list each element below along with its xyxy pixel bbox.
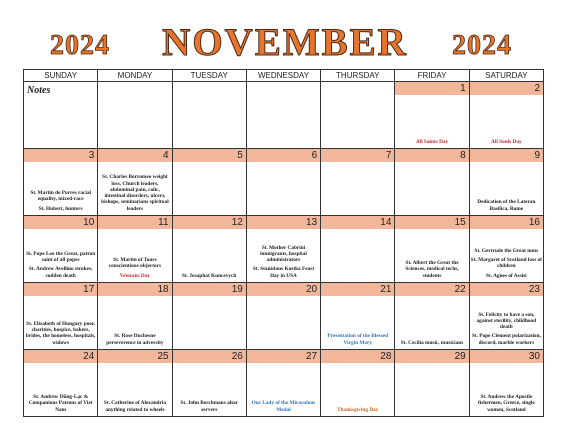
day-number: 22 — [395, 283, 468, 296]
day-cell-29 — [395, 350, 469, 417]
event-text: St. Andrew Dũng-Lạc & Companions Patrons of Viet Nam — [28, 394, 93, 413]
day-events — [396, 136, 467, 145]
day-cell-20 — [246, 283, 320, 350]
day-cell-15 — [395, 216, 469, 283]
day-number: 3 — [24, 149, 97, 162]
day-events — [248, 397, 319, 413]
week-row — [24, 350, 544, 417]
day-cell-30 — [469, 350, 543, 417]
event-text: Presentation of the Blessed Virgin Mary — [327, 333, 389, 346]
day-cell-2 — [469, 82, 543, 149]
weekday-header-row — [24, 70, 544, 82]
event-text: Thanksgiving Day — [337, 406, 379, 413]
event-text: St. Charles Borromeo weight loss, Church leaders, abdominal pain, colic, intestinal disorders, ulcers, bishops, seminarians spiritual leaders — [101, 174, 169, 212]
day-number: 17 — [24, 283, 97, 296]
day-number: 16 — [470, 216, 543, 229]
week-row — [24, 82, 544, 149]
day-events — [25, 318, 96, 346]
day-cell-18 — [98, 283, 172, 350]
day-number: 12 — [173, 216, 246, 229]
day-cell-4 — [98, 149, 172, 216]
day-cell-13 — [246, 216, 320, 283]
day-events — [25, 391, 96, 413]
day-cell-3 — [24, 149, 98, 216]
day-cell-21 — [321, 283, 395, 350]
day-events — [471, 309, 542, 346]
day-cell-10 — [24, 216, 98, 283]
day-number: 18 — [98, 283, 171, 296]
day-cell-16 — [469, 216, 543, 283]
day-cell-12 — [172, 216, 246, 283]
day-number: 9 — [470, 149, 543, 162]
day-number: 7 — [321, 149, 394, 162]
day-number: 29 — [395, 350, 468, 363]
event-text: St. Pope Leo the Great, patron saint of all popes — [26, 250, 96, 264]
calendar-header — [0, 0, 570, 70]
day-cell-26 — [172, 350, 246, 417]
year-left: 2024 — [50, 30, 110, 61]
day-events — [174, 270, 245, 279]
day-events — [322, 330, 393, 346]
event-text: St. Elizabeth of Hungary poor, charities, hospice, bakers, brides, the homeless, hospitals, widows — [25, 320, 96, 346]
year-right: 2024 — [452, 30, 512, 61]
day-number: 25 — [98, 350, 171, 363]
day-number: 13 — [247, 216, 320, 229]
event-text: St. Albert the Great the Sciences, medical techs, students — [405, 260, 459, 279]
day-cell-5 — [172, 149, 246, 216]
day-cell-23 — [469, 283, 543, 350]
day-cell-17 — [24, 283, 98, 350]
event-text: St. Stanislaus Kostka Feast Day in USA — [252, 266, 315, 279]
event-text: All Saints Day — [415, 138, 449, 145]
weekday-tuesday: TUESDAY — [172, 70, 246, 82]
day-number: 20 — [247, 283, 320, 296]
empty-day-cell — [98, 82, 172, 149]
week-row — [24, 149, 544, 216]
empty-day-cell — [172, 82, 246, 149]
day-number: 27 — [247, 350, 320, 363]
day-number: 2 — [470, 82, 543, 95]
day-cell-25 — [98, 350, 172, 417]
day-cell-6 — [246, 149, 320, 216]
event-text: St. Margaret of Scotland loss of children — [470, 257, 542, 270]
weekday-saturday: SATURDAY — [469, 70, 543, 82]
day-events — [25, 248, 96, 279]
day-cell-9 — [469, 149, 543, 216]
notes-label: Notes — [27, 85, 51, 96]
event-text: St. Martin de Porres racial equality, mixed-race — [30, 190, 91, 203]
day-events — [471, 245, 542, 279]
day-cell-24 — [24, 350, 98, 417]
day-number: 30 — [470, 350, 543, 363]
day-number: 5 — [173, 149, 246, 162]
day-events — [99, 330, 170, 346]
event-text: St. Rose Duchesne perseverence in adversity — [106, 333, 164, 346]
day-events — [322, 404, 393, 413]
day-cell-22 — [395, 283, 469, 350]
day-events — [25, 187, 96, 212]
day-events — [248, 242, 319, 279]
day-number: 1 — [395, 82, 468, 95]
day-cell-14 — [321, 216, 395, 283]
event-text: St. Andrew the Apostle fishermen, Greece, single women, Scotland — [478, 394, 535, 413]
day-number: 6 — [247, 149, 320, 162]
day-events — [174, 397, 245, 413]
day-number: 14 — [321, 216, 394, 229]
event-text: St. Cecilia music, musicians — [400, 339, 464, 346]
event-text: St. John Berchmans altar servers — [180, 400, 238, 413]
day-number: 8 — [395, 149, 468, 162]
day-events — [99, 171, 170, 212]
event-text: St. Agnes of Assisi — [486, 272, 527, 279]
event-text: St. Andrew Avellino strokes, sudden death — [28, 266, 93, 279]
week-row — [24, 216, 544, 283]
event-text: St. Hubert, hunters — [38, 205, 83, 212]
weekday-wednesday: WEDNESDAY — [246, 70, 320, 82]
event-text: St. Josaphat Kuncevych — [182, 272, 237, 279]
day-number: 21 — [321, 283, 394, 296]
event-text: Dedication of the Lateran Basilica, Rome — [477, 199, 536, 212]
day-number: 4 — [98, 149, 171, 162]
day-events — [471, 391, 542, 413]
week-row — [24, 283, 544, 350]
event-text: Our Lady of the Miraculous Medal — [251, 400, 316, 413]
day-number: 19 — [173, 283, 246, 296]
event-text: St. Gertrude the Great nuns — [474, 247, 539, 254]
weekday-monday: MONDAY — [98, 70, 172, 82]
weekday-friday: FRIDAY — [395, 70, 469, 82]
event-text: All Souls Day — [491, 138, 522, 145]
day-events — [99, 254, 170, 279]
event-text: Veterans Day — [119, 272, 151, 279]
day-number: 15 — [395, 216, 468, 229]
day-cell-1 — [395, 82, 469, 149]
day-events — [471, 196, 542, 212]
day-cell-7 — [321, 149, 395, 216]
day-events — [396, 257, 467, 279]
weekday-thursday: THURSDAY — [321, 70, 395, 82]
day-cell-27 — [246, 350, 320, 417]
day-events — [396, 337, 467, 346]
event-text: St. Mother Cabrini immigrants, hospital administrators — [260, 244, 307, 264]
event-text: St. Pope Clement polarization, discord, marble workers — [471, 333, 541, 346]
day-cell-28 — [321, 350, 395, 417]
day-number: 26 — [173, 350, 246, 363]
day-events — [471, 136, 542, 145]
day-number: 23 — [470, 283, 543, 296]
empty-day-cell — [246, 82, 320, 149]
day-cell-11 — [98, 216, 172, 283]
day-events — [99, 397, 170, 413]
day-number: 24 — [24, 350, 97, 363]
empty-day-cell — [24, 82, 98, 149]
day-number: 11 — [98, 216, 171, 229]
event-text: St. Martin of Tours conscientious objectors — [108, 257, 162, 270]
month-title: NOVEMBER — [162, 21, 408, 64]
empty-day-cell — [321, 82, 395, 149]
day-cell-19 — [172, 283, 246, 350]
day-cell-8 — [395, 149, 469, 216]
day-number: 28 — [321, 350, 394, 363]
event-text: St. Catherine of Alexandria anything related to wheels — [103, 400, 166, 413]
weekday-sunday: SUNDAY — [24, 70, 98, 82]
day-number: 10 — [24, 216, 97, 229]
event-text: St. Felicity to have a son, against sterility, childhood death — [476, 311, 537, 331]
calendar-grid — [23, 69, 544, 417]
